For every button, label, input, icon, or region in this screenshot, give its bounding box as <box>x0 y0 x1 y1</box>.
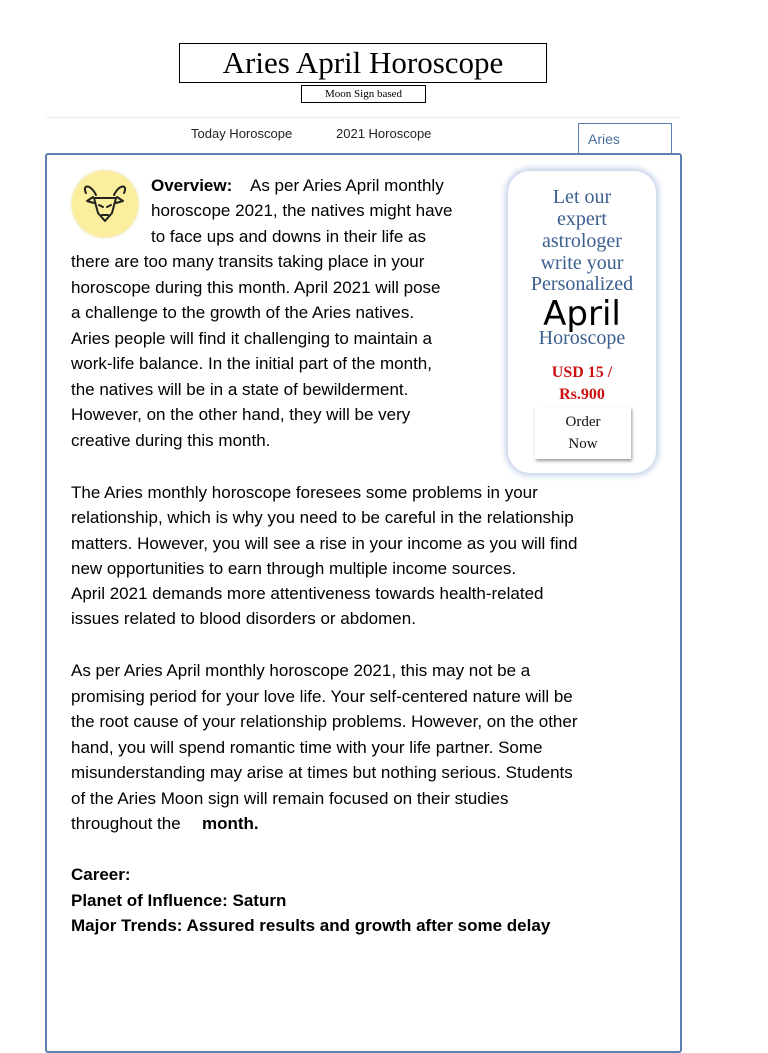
order-now-button[interactable] <box>535 407 631 459</box>
nav-2021-horoscope[interactable]: 2021 Horoscope <box>336 126 432 141</box>
promo-text-line: astrologer <box>542 230 622 252</box>
article-month-word: month. <box>202 814 259 833</box>
nav-today-horoscope[interactable]: Today Horoscope <box>191 126 293 141</box>
major-trends: Major Trends: Assured results and growth after some delay <box>71 916 551 935</box>
article-line: issues related to blood disorders or abdomen. <box>71 609 416 628</box>
article-line: promising period for your love life. Your self-centered nature will be <box>71 687 573 706</box>
promo-card <box>508 171 656 473</box>
article-line: misunderstanding may arise at times but nothing serious. Students <box>71 763 573 782</box>
planet-of-influence: Planet of Influence: Saturn <box>71 891 287 910</box>
article-line: creative during this month. <box>71 431 271 450</box>
article-line: the root cause of your relationship problems. However, on the other <box>71 712 578 731</box>
overview-label: Overview: <box>151 176 233 195</box>
article-line: horoscope 2021, the natives might have <box>151 201 453 220</box>
article-line: As per Aries April monthly horoscope 2021, this may not be a <box>71 661 531 680</box>
article-line: throughout the <box>71 814 181 833</box>
promo-text-line: Let our <box>552 186 612 208</box>
article-line: April 2021 demands more attentiveness towards health-related <box>71 584 544 603</box>
article-line: hand, you will spend romantic time with your life partner. Some <box>71 738 543 757</box>
article-line: Aries people will find it challenging to maintain a <box>71 329 432 348</box>
subtitle-badge: Moon Sign based <box>301 85 426 103</box>
order-button-label: Order <box>565 414 601 430</box>
promo-price-inr: Rs.900 <box>559 386 605 403</box>
article-line: relationship, which is why you need to be careful in the relationship <box>71 508 574 527</box>
article-line: new opportunities to earn through multiple income sources. <box>71 559 517 578</box>
promo-text-line: Horoscope <box>538 327 626 349</box>
article-line: matters. However, you will see a rise in your income as you will find <box>71 534 578 553</box>
sign-search-input[interactable] <box>578 123 672 154</box>
aries-ram-icon <box>72 171 138 237</box>
article-line: the natives will be in a state of bewilderment. <box>71 380 409 399</box>
article-line: However, on the other hand, they will be very <box>71 405 411 424</box>
promo-month: April <box>543 294 621 334</box>
page-title: Aries April Horoscope <box>179 43 547 83</box>
promo-price-usd: USD 15 / <box>551 364 613 381</box>
article-line: to face ups and downs in their life as <box>151 227 426 246</box>
article-line: horoscope during this month. April 2021 will pose <box>71 278 441 297</box>
article-line: As per Aries April monthly <box>250 176 444 195</box>
promo-text-line: Personalized <box>530 273 634 295</box>
order-button-label: Now <box>568 436 598 452</box>
career-heading: Career: <box>71 865 131 884</box>
promo-text-line: expert <box>557 208 607 230</box>
article-line: a challenge to the growth of the Aries natives. <box>71 303 415 322</box>
header-divider <box>46 117 680 118</box>
article-line: work-life balance. In the initial part of the month, <box>71 354 432 373</box>
promo-text-line: write your <box>540 252 624 274</box>
article-line: The Aries monthly horoscope foresees some problems in your <box>71 483 538 502</box>
article-line: of the Aries Moon sign will remain focused on their studies <box>71 789 509 808</box>
article-line: there are too many transits taking place in your <box>71 252 425 271</box>
